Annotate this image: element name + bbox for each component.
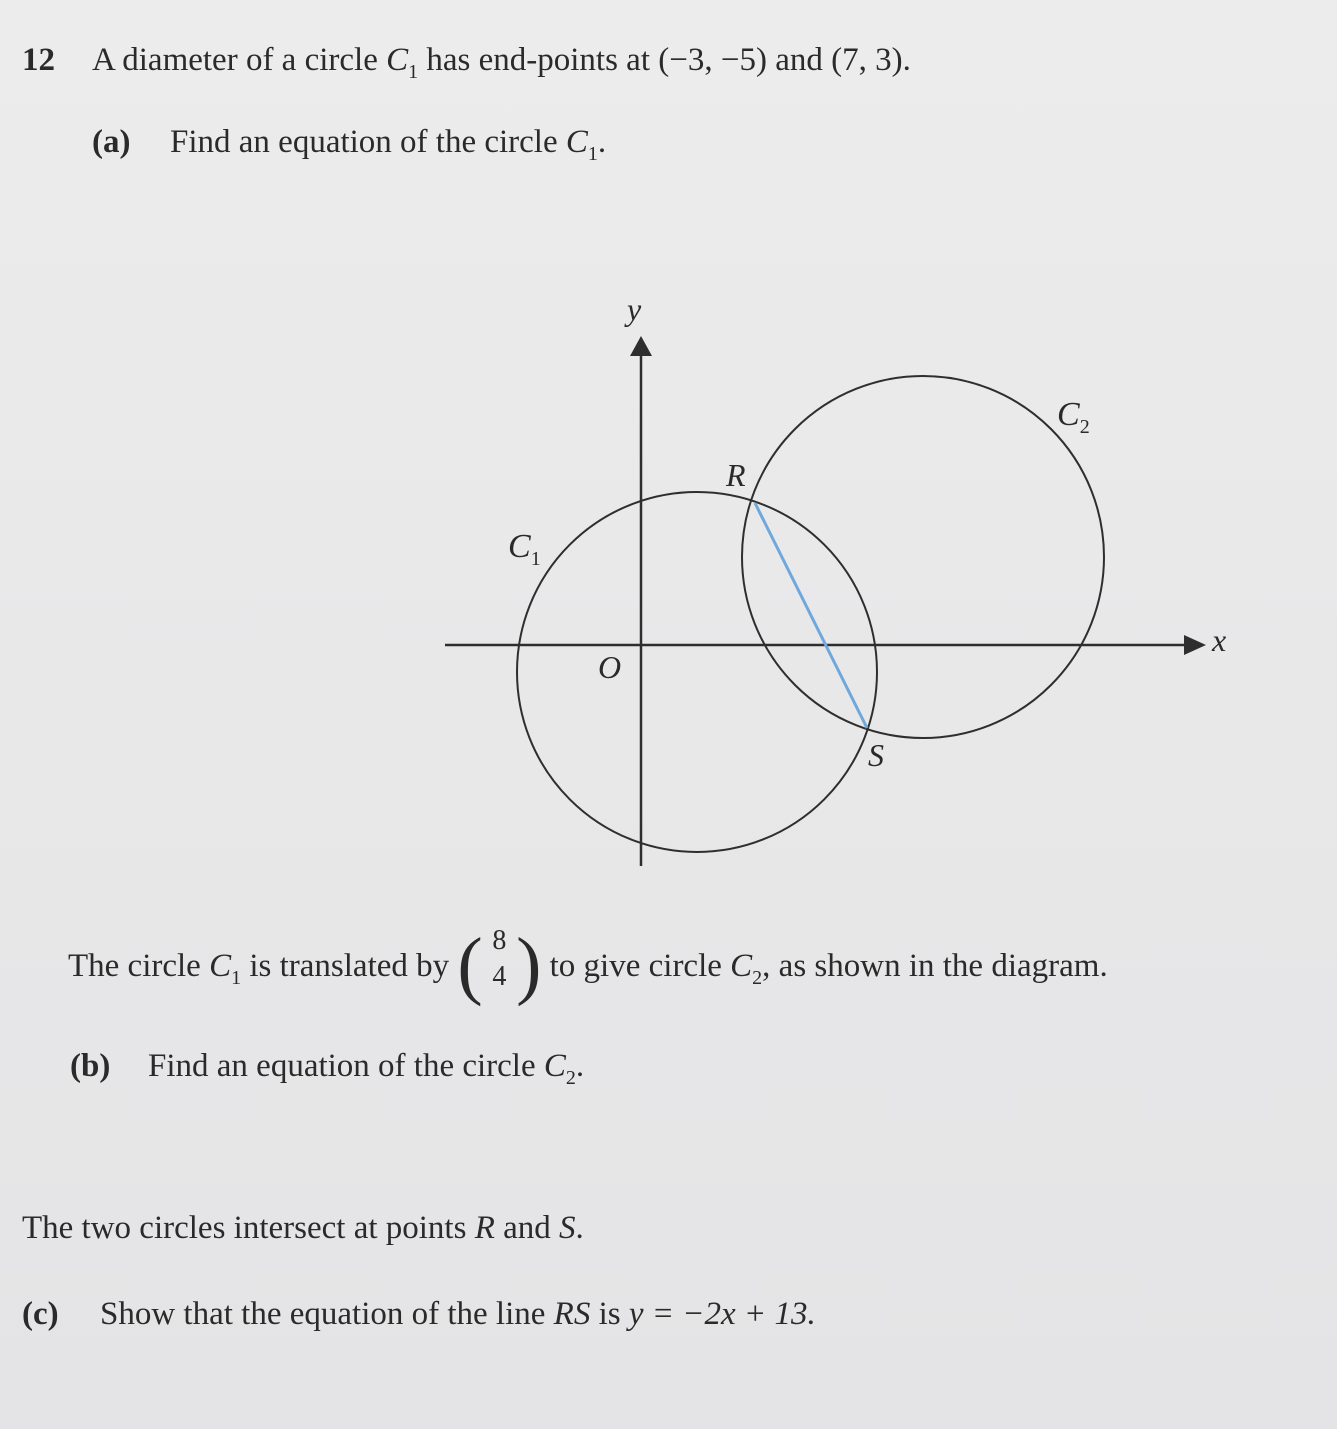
intro-text-2: has end-points at (−3, −5) and (7, 3). [426, 42, 911, 78]
intro-circle-var: C [386, 42, 409, 78]
intersect-text-2: and [503, 1210, 551, 1246]
intersect-var-r: R [474, 1210, 495, 1246]
circle-c2 [742, 376, 1104, 738]
intersect-end: . [575, 1210, 584, 1246]
part-c-var: RS [553, 1296, 591, 1332]
part-a-label: (a) [92, 124, 131, 160]
part-b-text: Find an equation of the circle [148, 1048, 536, 1084]
circle-c1 [517, 492, 877, 852]
part-a-text: Find an equation of the circle [170, 124, 558, 160]
part-b [70, 1048, 585, 1089]
x-axis-label: x [1212, 622, 1227, 658]
vector-bottom: 4 [492, 961, 507, 993]
part-a-var: C [565, 124, 588, 160]
translation-var-2: C [730, 948, 753, 984]
translation-text-2: is translated by [249, 948, 450, 984]
circle-c1-label: $C_1$ [508, 528, 541, 570]
y-axis-arrow-icon [630, 336, 652, 356]
intersect-var-s: S [559, 1210, 576, 1246]
translation-text-4: , as shown in the diagram. [762, 948, 1108, 984]
intersect-sentence [22, 1212, 584, 1245]
question-number: 12 [22, 42, 55, 78]
vector-left-paren: ( [457, 923, 483, 1008]
point-r-label: R [726, 457, 746, 493]
translation-var-1: C [209, 948, 232, 984]
point-s-label: S [868, 737, 884, 773]
part-a-sub: 1 [587, 143, 598, 165]
translation-vector [457, 923, 542, 1008]
y-axis-label: y [627, 291, 642, 327]
part-c-equation: y = −2x + 13. [628, 1296, 816, 1332]
translation-sentence [68, 923, 1108, 1008]
part-b-end: . [575, 1048, 585, 1084]
part-b-label: (b) [70, 1048, 111, 1084]
origin-label: O [598, 649, 622, 685]
chord-rs [755, 503, 867, 728]
part-c-text-2: is [598, 1296, 621, 1332]
vector-right-paren: ) [516, 923, 542, 1008]
part-c [22, 1298, 816, 1331]
translation-sub-1: 1 [231, 967, 242, 989]
intro-circle-sub: 1 [408, 61, 419, 83]
vector-top: 8 [492, 925, 507, 957]
intersect-text-1: The two circles intersect at points [22, 1210, 467, 1246]
translation-text-3: to give circle [549, 948, 722, 984]
translation-text-1: The circle [68, 948, 201, 984]
x-axis-arrow-icon [1184, 635, 1206, 655]
translation-sub-2: 2 [752, 967, 763, 989]
part-b-sub: 2 [565, 1067, 576, 1089]
part-b-var: C [543, 1048, 566, 1084]
part-c-text-1: Show that the equation of the line [100, 1296, 546, 1332]
intro-text-1: A diameter of a circle [92, 42, 378, 78]
part-c-label: (c) [22, 1296, 59, 1332]
circle-c2-label: $C_2$ [1057, 396, 1090, 438]
part-a-end: . [597, 124, 607, 160]
